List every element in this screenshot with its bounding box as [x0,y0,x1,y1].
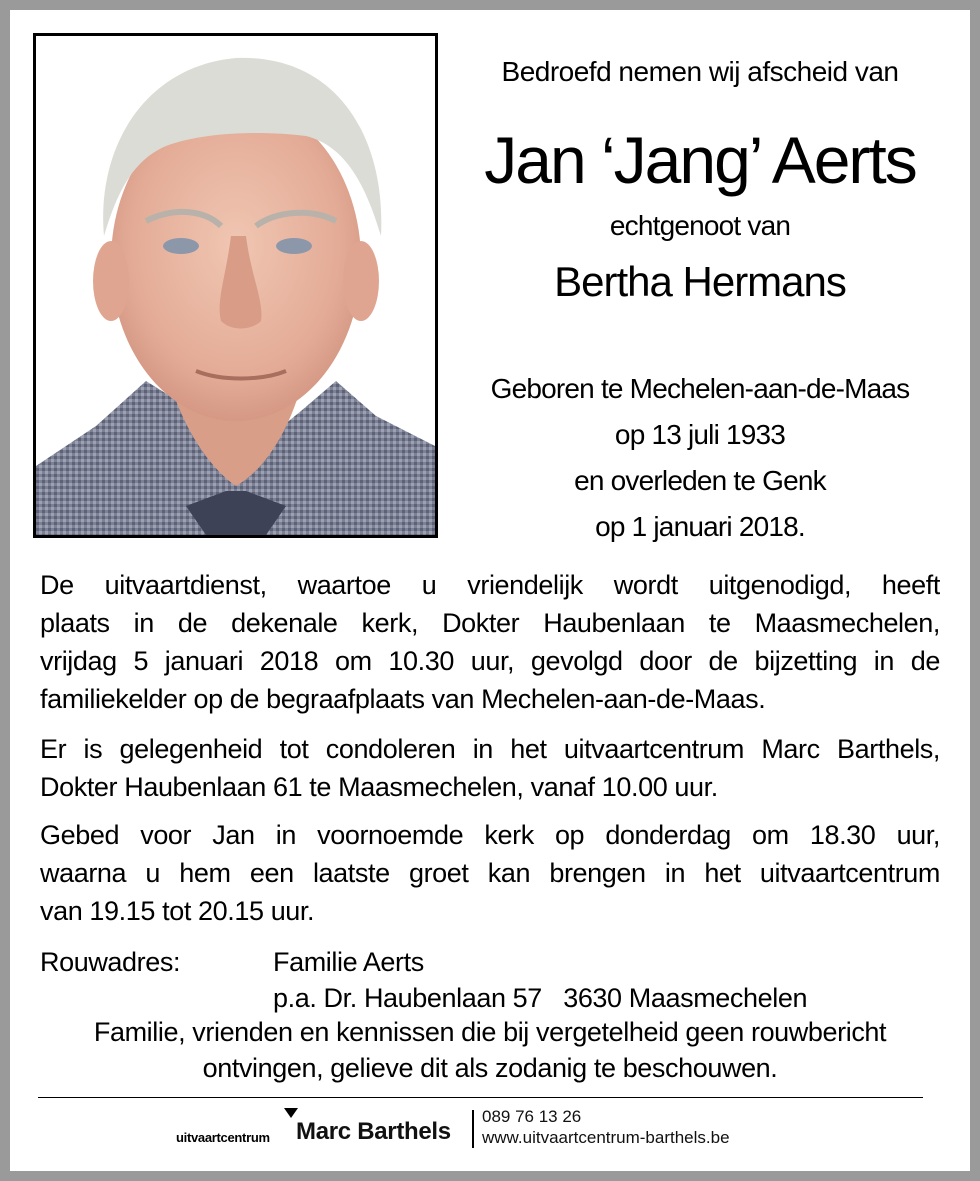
phone-number: 089 76 13 26 [482,1107,582,1126]
paragraph-line: Gebed voor Jan in voornoemde kerk op donderdag om 18.30 uur, [40,820,940,850]
spouse-name: Bertha Hermans [554,258,846,305]
portrait-photo [33,33,438,538]
paragraph-line: plaats in de dekenale kerk, Dokter Haubenlaan te Maasmechelen, [40,608,940,638]
service-paragraph [40,566,940,718]
life-details [460,366,940,550]
death-date: op 1 januari 2018. [595,511,805,542]
portrait-illustration [36,36,435,535]
death-place: en overleden te Genk [574,465,826,496]
paragraph-line: vrijdag 5 januari 2018 om 10.30 uur, gevolgd door de bijzetting in de [40,646,940,676]
notice-line: Familie, vrienden en kennissen die bij vergetelheid geen rouwbericht [93,1017,887,1047]
paragraph-line: van 19.15 tot 20.15 uur. [40,896,315,926]
deceased-name: Jan ‘Jang’ Aerts [484,123,916,197]
website-link[interactable]: www.uitvaartcentrum-barthels.be [482,1128,730,1147]
notice-line: ontvingen, gelieve dit als zodanig te beschouwen. [202,1053,778,1083]
spouse-label: echtgenoot van [609,210,791,241]
address-label: Rouwadres: [40,947,181,977]
brand-prefix: uitvaartcentrum [176,1130,270,1145]
triangle-logo-icon [284,1108,298,1118]
notice-text [40,1014,940,1086]
funeral-home-footer [0,1104,980,1152]
paragraph-line: Er is gelegenheid tot condoleren in het uitvaartcentrum Marc Barthels, [40,734,940,764]
contact-info [482,1106,730,1148]
paragraph-line: Dokter Haubenlaan 61 te Maasmechelen, vanaf 10.00 uur. [40,772,718,802]
paragraph-line: familiekelder op de begraafplaats van Mechelen-aan-de-Maas. [40,684,766,714]
prayer-paragraph [40,816,940,930]
paragraph-line: De uitvaartdienst, waartoe u vriendelijk wordt uitgenodigd, heeft [40,570,940,600]
address-street: p.a. Dr. Haubenlaan 57 3630 Maasmechelen [273,983,808,1013]
footer-separator [472,1110,474,1148]
brand-name: Marc Barthels [296,1118,451,1145]
intro-text: Bedroefd nemen wij afscheid van [501,56,899,87]
birth-place: Geboren te Mechelen-aan-de-Maas [490,373,910,404]
birth-date: op 13 juli 1933 [614,419,786,450]
condolence-paragraph [40,730,940,806]
address-family: Familie Aerts [273,947,424,977]
divider [38,1097,923,1098]
paragraph-line: waarna u hem een laatste groet kan brengen in het uitvaartcentrum [40,858,940,888]
